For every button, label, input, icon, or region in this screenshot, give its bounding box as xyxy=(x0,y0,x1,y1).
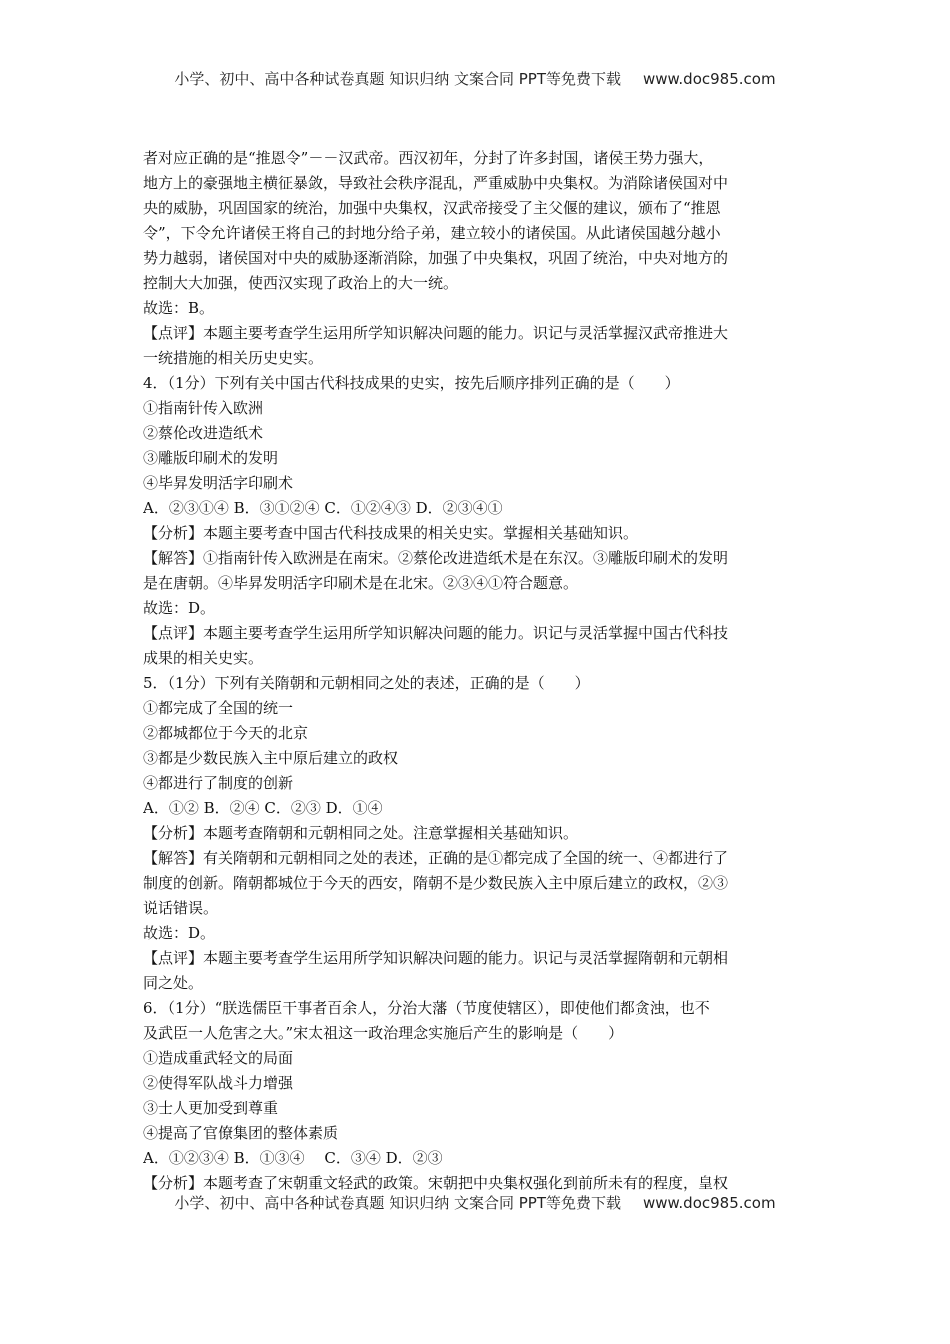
choices-line: A．①② B．②④ C．②③ D．①④ xyxy=(143,799,383,817)
text-line: 地方上的豪强地主横征暴敛，导致社会秩序混乱，严重威胁中央集权。为消除诸侯国对中 xyxy=(143,174,729,192)
text-line: 控制大大加强，使西汉实现了政治上的大一统。 xyxy=(143,274,459,292)
question-6-stem: 6．（1分）“朕选儒臣干事者百余人，分治大藩（节度使辖区），即使他们都贪浊，也不 xyxy=(143,999,710,1017)
solution-line: 【解答】有关隋朝和元朝相同之处的表述，正确的是①都完成了全国的统一、④都进行了 xyxy=(143,849,729,867)
option-item: ②使得军队战斗力增强 xyxy=(143,1074,294,1092)
choices-line: A．①②③④ B．①③④ C．③④ D．②③ xyxy=(143,1149,443,1167)
text-line: 制度的创新。隋朝都城位于今天的西安，隋朝不是少数民族入主中原后建立的政权，②③ xyxy=(143,874,729,892)
answer-line: 故选：D。 xyxy=(143,599,216,617)
option-item: ①造成重武轻文的局面 xyxy=(143,1049,294,1067)
header-site-link[interactable]: www.doc985.com xyxy=(642,70,776,88)
option-item: ④都进行了制度的创新 xyxy=(143,774,294,792)
answer-line: 故选：D。 xyxy=(143,924,216,942)
question-4-stem: 4．（1分）下列有关中国古代科技成果的史实，按先后顺序排列正确的是（ ） xyxy=(143,374,680,392)
header-text: 小学、初中、高中各种试卷真题 知识归纳 文案合同 PPT等免费下载 xyxy=(174,70,621,88)
text-line: 令”，下令允许诸侯王将自己的封地分给子弟，建立较小的诸侯国。从此诸侯国越分越小 xyxy=(143,224,721,242)
solution-line: 【解答】①指南针传入欧洲是在南宋。②蔡伦改进造纸术是在东汉。③雕版印刷术的发明 xyxy=(143,549,729,567)
page-footer xyxy=(0,1192,950,1213)
text-line: 央的威胁，巩固国家的统治，加强中央集权，汉武帝接受了主父偃的建议，颁布了“推恩 xyxy=(143,199,721,217)
option-item: ③雕版印刷术的发明 xyxy=(143,449,279,467)
comment-line: 【点评】本题主要考查学生运用所学知识解决问题的能力。识记与灵活掌握中国古代科技 xyxy=(143,624,729,642)
document-body xyxy=(143,146,807,1196)
footer-site-link[interactable]: www.doc985.com xyxy=(642,1194,776,1212)
option-item: ①指南针传入欧洲 xyxy=(143,399,264,417)
analysis-line: 【分析】本题考查了宋朝重文轻武的政策。宋朝把中央集权强化到前所未有的程度，皇权 xyxy=(143,1174,729,1192)
option-item: ②蔡伦改进造纸术 xyxy=(143,424,264,442)
choices-line: A．②③①④ B．③①②④ C．①②④③ D．②③④① xyxy=(143,499,503,517)
option-item: ②都城都位于今天的北京 xyxy=(143,724,309,742)
text-line: 是在唐朝。④毕昇发明活字印刷术是在北宋。②③④①符合题意。 xyxy=(143,574,579,592)
option-item: ④提高了官僚集团的整体素质 xyxy=(143,1124,339,1142)
option-item: ①都完成了全国的统一 xyxy=(143,699,294,717)
text-line: 成果的相关史实。 xyxy=(143,649,264,667)
comment-line: 【点评】本题主要考查学生运用所学知识解决问题的能力。识记与灵活掌握汉武帝推进大 xyxy=(143,324,729,342)
text-line: 者对应正确的是“推恩令”－－汉武帝。西汉初年，分封了许多封国，诸侯王势力强大， xyxy=(143,149,714,167)
text-line: 说话错误。 xyxy=(143,899,219,917)
option-item: ③都是少数民族入主中原后建立的政权 xyxy=(143,749,399,767)
option-item: ④毕昇发明活字印刷术 xyxy=(143,474,294,492)
text-line: 势力越弱，诸侯国对中央的威胁逐渐消除，加强了中央集权，巩固了统治，中央对地方的 xyxy=(143,249,729,267)
comment-line: 【点评】本题主要考查学生运用所学知识解决问题的能力。识记与灵活掌握隋朝和元朝相 xyxy=(143,949,729,967)
option-item: ③士人更加受到尊重 xyxy=(143,1099,279,1117)
answer-line: 故选：B。 xyxy=(143,299,215,317)
page-header xyxy=(0,68,950,89)
footer-text: 小学、初中、高中各种试卷真题 知识归纳 文案合同 PPT等免费下载 xyxy=(174,1194,621,1212)
analysis-line: 【分析】本题考查隋朝和元朝相同之处。注意掌握相关基础知识。 xyxy=(143,824,579,842)
analysis-line: 【分析】本题主要考查中国古代科技成果的相关史实。掌握相关基础知识。 xyxy=(143,524,639,542)
question-5-stem: 5．（1分）下列有关隋朝和元朝相同之处的表述，正确的是（ ） xyxy=(143,674,590,692)
text-line: 一统措施的相关历史史实。 xyxy=(143,349,324,367)
text-line: 及武臣一人危害之大。”宋太祖这一政治理念实施后产生的影响是（ ） xyxy=(143,1024,624,1042)
text-line: 同之处。 xyxy=(143,974,204,992)
